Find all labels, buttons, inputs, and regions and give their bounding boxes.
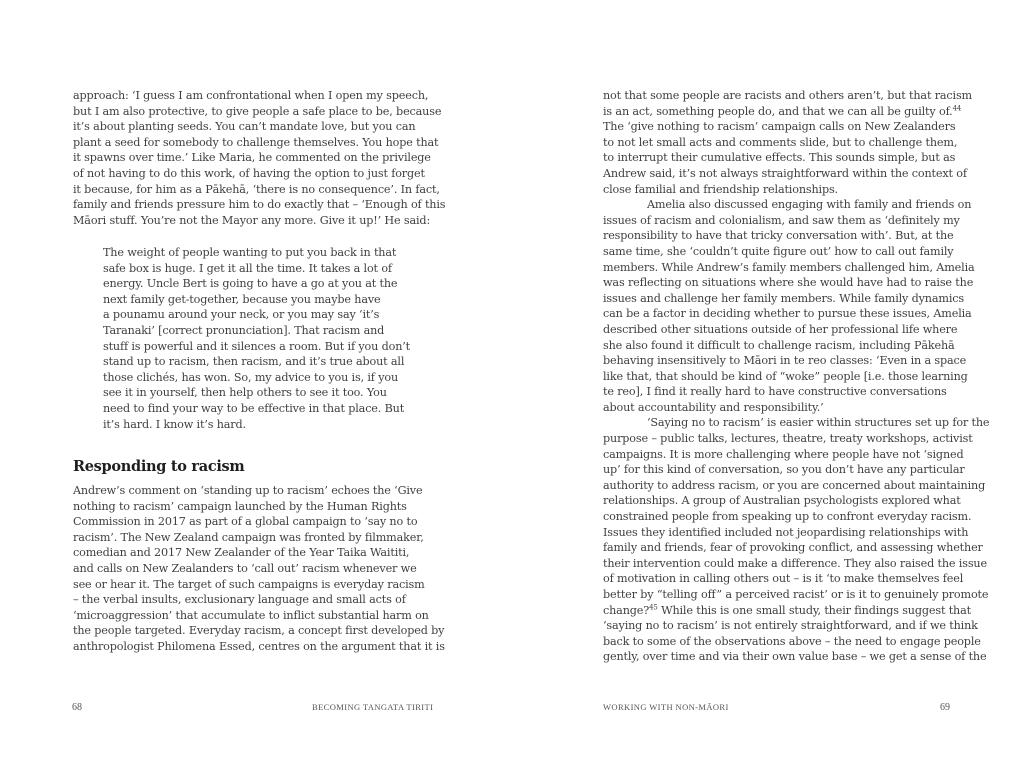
line-text: is an act, something people do, and that we can all be guilty of. xyxy=(603,104,953,118)
line-text: ‘saying no to racism’ is not entirely straightforward, and if we think xyxy=(603,619,978,633)
text-line: it’s hard. I know it’s hard. xyxy=(103,417,246,431)
text-line xyxy=(603,447,989,463)
text-line: but I am also protective, to give people a safe place to be, because xyxy=(73,104,442,118)
text-line: comedian and 2017 New Zealander of the Year Taika Waititi, xyxy=(73,546,410,560)
line-text: issues and challenge her family members. While family dynamics xyxy=(603,291,964,305)
line-text: back to some of the observations above – the need to engage people xyxy=(603,634,981,648)
text-line xyxy=(603,556,989,572)
text-line xyxy=(603,431,989,447)
page-number-right: 69 xyxy=(940,702,950,713)
line-text: relationships. A group of Australian psychologists explored what xyxy=(603,494,961,508)
text-line xyxy=(603,88,989,104)
text-line: energy. Uncle Bert is going to have a go at you at the xyxy=(103,277,398,291)
text-line xyxy=(603,353,989,369)
line-text: can be a factor in deciding whether to pursue these issues, Amelia xyxy=(603,307,972,321)
footnote-marker: 44 xyxy=(952,103,962,112)
text-line: nothing to racism’ campaign launched by the Human Rights xyxy=(73,499,407,513)
text-line xyxy=(603,213,989,229)
line-text: ‘Saying no to racism’ is easier within structures set up for the xyxy=(647,416,990,430)
text-line: approach: ‘I guess I am confrontational when I open my speech, xyxy=(73,89,429,102)
text-line: family and friends pressure him to do exactly that – ‘Enough of this xyxy=(73,198,446,212)
line-text: issues of racism and colonialism, and saw them as ‘definitely my xyxy=(603,213,960,227)
line-text: te reo], I find it really hard to have constructive conversations xyxy=(603,385,947,399)
text-line: those clichés, has won. So, my advice to you is, if you xyxy=(103,370,399,384)
text-line: – the verbal insults, exclusionary language and small acts of xyxy=(73,593,406,607)
text-line xyxy=(603,603,989,619)
text-line xyxy=(603,291,989,307)
line-text: not that some people are racists and others aren’t, but that racism xyxy=(603,89,973,102)
text-line xyxy=(603,415,989,431)
text-line: Māori stuff. You’re not the Mayor any more. Give it up!’ He said: xyxy=(73,213,431,227)
text-line xyxy=(603,462,989,478)
text-line xyxy=(603,322,989,338)
section-body-text xyxy=(73,483,445,655)
text-line xyxy=(603,571,989,587)
text-line: ‘microaggression’ that accumulate to inflict substantial harm on xyxy=(73,608,429,622)
text-line: see or hear it. The target of such campaigns is everyday racism xyxy=(73,577,425,591)
text-line xyxy=(603,197,989,213)
page-number-left: 68 xyxy=(72,702,82,713)
line-text: about accountability and responsibility.’ xyxy=(603,400,824,414)
text-line: it spawns over time.’ Like Maria, he commented on the privilege xyxy=(73,151,431,165)
text-line: need to find your way to be effective in that place. But xyxy=(103,401,405,415)
text-line xyxy=(603,509,989,525)
text-line: Taranaki’ [correct pronunciation]. That racism and xyxy=(103,323,385,337)
line-text: their intervention could make a difference. They also raised the issue xyxy=(603,556,987,570)
text-line xyxy=(603,338,989,354)
line-text: to not let small acts and comments slide, but to challenge them, xyxy=(603,135,958,149)
line-text: change? xyxy=(603,603,650,617)
text-line xyxy=(603,649,989,665)
line-text: close familial and friendship relationships. xyxy=(603,182,838,196)
line-text: of motivation in calling others out – is it ‘to make themselves feel xyxy=(603,572,964,586)
text-line: anthropologist Philomena Essed, centres on the argument that it is xyxy=(73,639,445,653)
line-text: campaigns. It is more challenging where people have not ‘signed xyxy=(603,447,964,461)
text-line xyxy=(603,275,989,291)
text-line: safe box is huge. I get it all the time. It takes a lot of xyxy=(103,261,392,275)
running-head-left: BECOMING TANGATA TIRITI xyxy=(312,702,434,712)
text-line: The weight of people wanting to put you back in that xyxy=(103,246,397,259)
text-line: of not having to do this work, of having the option to just forget xyxy=(73,166,425,180)
line-text: constrained people from speaking up to confront everyday racism. xyxy=(603,510,972,524)
line-text: better by “telling off” a perceived racist’ or is it to genuinely promote xyxy=(603,588,989,601)
text-line xyxy=(603,369,989,385)
text-line: stand up to racism, then racism, and it’s true about all xyxy=(103,355,405,369)
text-line xyxy=(603,119,989,135)
text-line: it’s about planting seeds. You can’t mandate love, but you can xyxy=(73,120,416,134)
text-line xyxy=(603,166,989,182)
line-text: she also found it difficult to challenge racism, including Pākehā xyxy=(603,338,955,352)
text-line: the people targeted. Everyday racism, a concept first developed by xyxy=(73,624,445,638)
line-text: responsibility to have that tricky conversation with’. But, at the xyxy=(603,229,954,243)
section-heading: Responding to racism xyxy=(73,458,245,475)
text-line: plant a seed for somebody to challenge themselves. You hope that xyxy=(73,135,439,149)
text-line xyxy=(603,306,989,322)
right-body-text xyxy=(603,88,989,665)
text-line: see it in yourself, then help others to see it too. You xyxy=(103,386,387,400)
text-line: and calls on New Zealanders to ‘call out’ racism whenever we xyxy=(73,561,417,575)
text-line: it because, for him as a Pākehā, ‘there is no consequence’. In fact, xyxy=(73,182,440,196)
text-line xyxy=(603,618,989,634)
text-line: next family get-together, because you maybe have xyxy=(103,292,381,306)
line-text: behaving insensitively to Māori in te reo classes: ‘Even in a space xyxy=(603,354,967,368)
text-line: racism’. The New Zealand campaign was fronted by filmmaker, xyxy=(73,530,424,544)
text-line: stuff is powerful and it silences a room. But if you don’t xyxy=(103,339,410,353)
text-line xyxy=(603,228,989,244)
text-line xyxy=(603,182,989,198)
line-text: members. While Andrew’s family members challenged him, Amelia xyxy=(603,260,975,274)
text-line xyxy=(603,587,989,603)
footnote-marker: 45 xyxy=(649,602,658,611)
text-line xyxy=(603,478,989,494)
running-head-right: WORKING WITH NON-MĀORI xyxy=(603,702,729,712)
text-line xyxy=(603,400,989,416)
line-text: family and friends, fear of provoking conflict, and assessing whether xyxy=(603,541,983,555)
line-text: to interrupt their cumulative effects. This sounds simple, but as xyxy=(603,151,956,165)
line-text: described other situations outside of her professional life where xyxy=(603,322,958,336)
line-text: authority to address racism, or you are concerned about maintaining xyxy=(603,478,986,492)
text-line: a pounamu around your neck, or you may say ‘it’s xyxy=(103,308,380,322)
line-text: up’ for this kind of conversation, so you don’t have any particular xyxy=(603,463,965,477)
line-text: purpose – public talks, lectures, theatre, treaty workshops, activist xyxy=(603,432,973,446)
line-text: Andrew said, it’s not always straightforward within the context of xyxy=(603,166,967,180)
text-line xyxy=(603,135,989,151)
text-line xyxy=(603,104,989,120)
line-text: like that, that should be kind of “woke” people [i.e. those learning xyxy=(603,369,968,383)
block-quote xyxy=(103,245,410,432)
line-text: Amelia also discussed engaging with family and friends on xyxy=(647,198,972,212)
text-line xyxy=(603,244,989,260)
line-text: While this is one small study, their findings suggest that xyxy=(657,603,971,617)
line-text: The ‘give nothing to racism’ campaign calls on New Zealanders xyxy=(603,120,956,134)
text-line xyxy=(603,493,989,509)
text-line: Commission in 2017 as part of a global campaign to ‘say no to xyxy=(73,515,418,529)
text-line xyxy=(603,150,989,166)
text-line xyxy=(603,525,989,541)
left-body-text xyxy=(73,88,445,228)
text-line xyxy=(603,540,989,556)
line-text: Issues they identified included not jeopardising relationships with xyxy=(603,525,969,539)
text-line xyxy=(603,384,989,400)
line-text: was reflecting on situations where she would have had to raise the xyxy=(603,276,974,290)
text-line xyxy=(603,634,989,650)
line-text: same time, she ‘couldn’t quite figure out’ how to call out family xyxy=(603,244,954,258)
text-line: Andrew’s comment on ‘standing up to racism’ echoes the ‘Give xyxy=(73,484,423,497)
line-text: gently, over time and via their own value base – we get a sense of the xyxy=(603,650,987,664)
text-line xyxy=(603,260,989,276)
